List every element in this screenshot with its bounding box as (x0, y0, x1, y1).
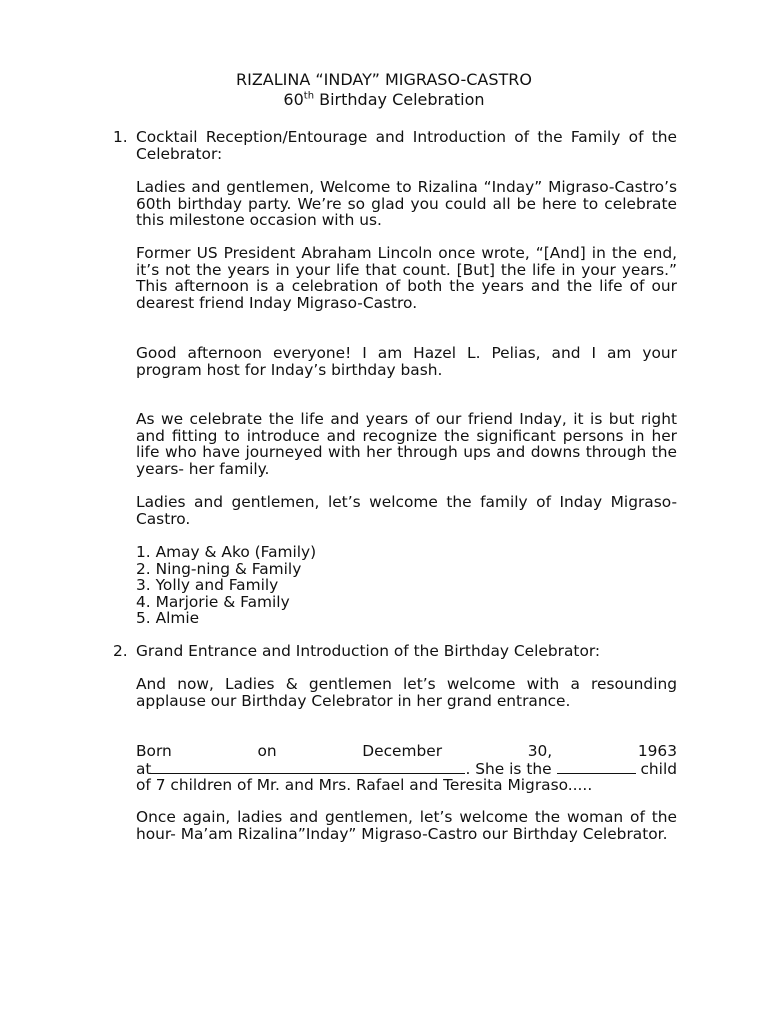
section-2-number: 2. (113, 642, 128, 660)
subtitle-number: 60 (283, 90, 304, 109)
birth-order-text (557, 760, 677, 778)
year-word: 1963 (637, 742, 677, 760)
document-subtitle (0, 91, 768, 109)
birth-order-blank (557, 760, 636, 774)
at-word: at (136, 759, 152, 778)
she-is-the-text: . She is the (465, 759, 552, 778)
parents-line: of 7 children of Mr. and Mrs. Rafael and Teresita Migraso..... (136, 776, 593, 795)
day-word: 30, (527, 742, 553, 760)
family-welcome-paragraph: Ladies and gentlemen, let’s welcome the family of Inday Migraso- Castro. (136, 493, 677, 528)
welcome-paragraph: Ladies and gentlemen, Welcome to Rizalina “Inday” Migraso-Castro’s 60th birthday party. We’re so glad you could all be here to celebrate this milestone occasion with us. (136, 178, 677, 230)
list-item: 4. Marjorie & Family (136, 592, 290, 611)
section-1-heading: Cocktail Reception/Entourage and Introduction of the Family of the Celebrator: (136, 128, 677, 163)
final-welcome-paragraph: Once again, ladies and gentlemen, let’s welcome the woman of the hour- Ma’am Rizalina”Inday” Migraso-Castro our Birthday Celebrator. (136, 808, 677, 843)
family-list (136, 544, 436, 627)
section-1-number: 1. (113, 128, 128, 146)
on-word: on (257, 742, 277, 760)
child-word: child (635, 759, 677, 778)
list-item: 5. Almie (136, 609, 200, 628)
month-word: December (362, 742, 443, 760)
grand-entrance-paragraph: And now, Ladies & gentlemen let’s welcome with a resounding applause our Birthday Celebrator in her grand entrance. (136, 675, 677, 710)
born-word: Born (136, 742, 172, 760)
lincoln-quote-paragraph: Former US President Abraham Lincoln once wrote, “[And] in the end, it’s not the years in your life that count. [But] the life in your years.” This afternoon is a celebration of both the years and the life of our dearest friend Inday Migraso-Castro. (136, 244, 677, 312)
family-intro-paragraph: As we celebrate the life and years of our friend Inday, it is but right and fitting to introduce and recognize the significant persons in her life who have journeyed with her through ups and downs through the years- her family. (136, 410, 677, 478)
list-item: 3. Yolly and Family (136, 576, 279, 595)
subtitle-ordinal: th (303, 90, 315, 102)
birthplace-blank (151, 760, 465, 774)
birthplace-line (136, 760, 677, 778)
subtitle-text: Birthday Celebration (314, 90, 485, 109)
section-2-heading: Grand Entrance and Introduction of the Birthday Celebrator: (136, 642, 601, 660)
document-title: RIZALINA “INDAY” MIGRASO-CASTRO (235, 70, 533, 89)
list-item: 2. Ning-ning & Family (136, 559, 302, 578)
birth-details-paragraph (136, 743, 677, 794)
birth-date-line (136, 743, 677, 760)
birthplace-text (136, 760, 552, 778)
host-intro-paragraph: Good afternoon everyone! I am Hazel L. Pelias, and I am your program host for Inday’s birthday bash. (136, 344, 677, 379)
list-item: 1. Amay & Ako (Family) (136, 543, 317, 561)
